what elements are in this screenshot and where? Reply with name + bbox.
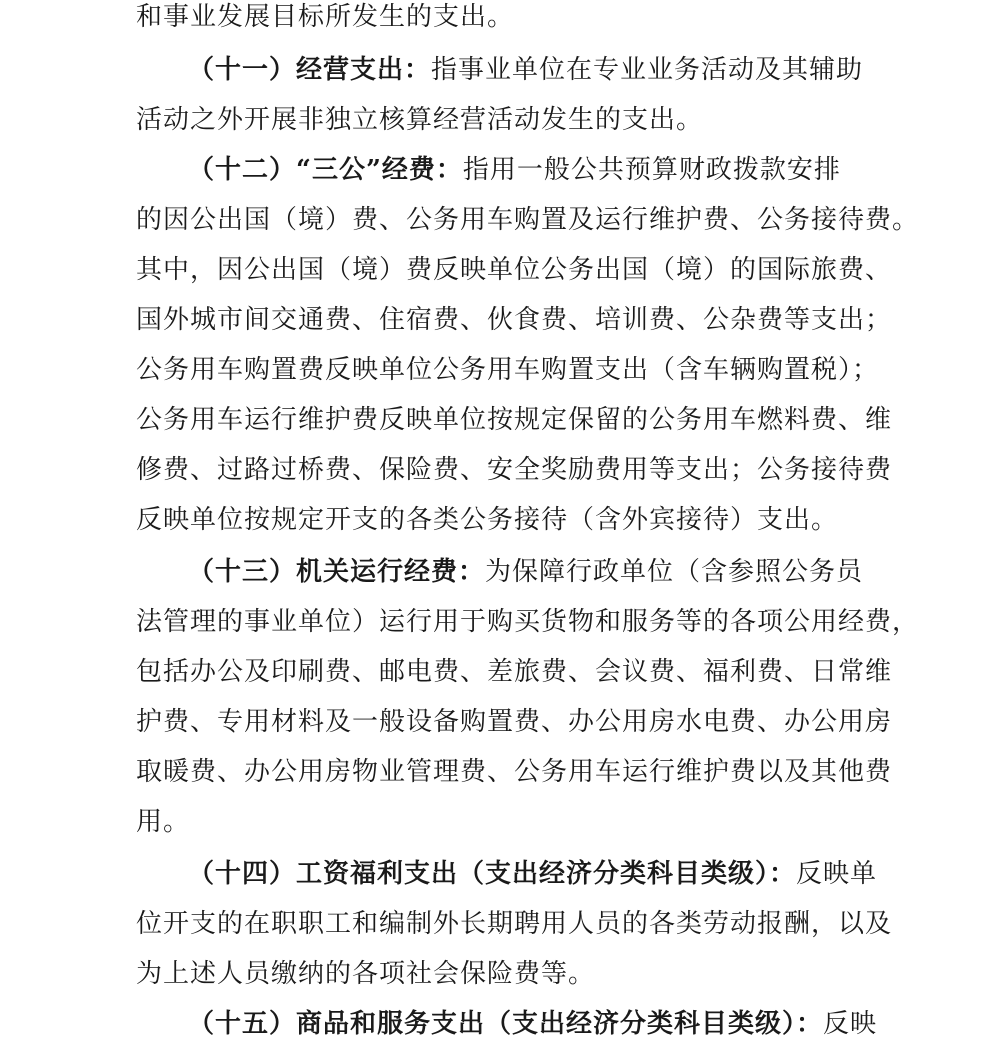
- text-line-6: [136, 253, 892, 287]
- line-text: 国外城市间交通费、住宿费、伙食费、培训费、公杂费等支出；: [136, 305, 893, 335]
- text-line-17: [136, 805, 190, 839]
- line-text: 用。: [136, 807, 191, 837]
- text-line-1: [136, 0, 514, 34]
- line-text: 公务用车运行维护费反映单位按规定保留的公务用车燃料费、维: [136, 405, 893, 435]
- text-line-12: [188, 555, 863, 589]
- text-line-3: [136, 103, 703, 137]
- line-text: 为保障行政单位（含参照公务员: [485, 557, 864, 587]
- text-line-2: [188, 53, 863, 87]
- text-line-10: [136, 453, 892, 487]
- line-text: 取暖费、办公用房物业管理费、公务用车运行维护费以及其他费: [136, 757, 893, 787]
- line-text: 活动之外开展非独立核算经营活动发生的支出。: [136, 105, 704, 135]
- text-line-16: [136, 755, 892, 789]
- section-heading-14: （十四）工资福利支出（支出经济分类科目类级）：: [188, 859, 797, 889]
- line-text: 修费、过路过桥费、保险费、安全奖励费用等支出；公务接待费: [136, 455, 893, 485]
- text-line-15: [136, 705, 892, 739]
- line-text: 包括办公及印刷费、邮电费、差旅费、会议费、福利费、日常维: [136, 657, 893, 687]
- line-text: 位开支的在职职工和编制外长期聘用人员的各类劳动报酬，以及: [136, 909, 893, 939]
- text-line-18: [188, 857, 877, 891]
- text-line-14: [136, 655, 892, 689]
- line-text: 其中，因公出国（境）费反映单位公务出国（境）的国际旅费、: [136, 255, 893, 285]
- section-heading-13: （十三）机关运行经费：: [188, 557, 486, 587]
- text-line-20: [136, 957, 595, 991]
- section-heading-12: （十二）“三公”经费：: [188, 155, 463, 185]
- line-text: 指事业单位在专业业务活动及其辅助: [431, 55, 864, 85]
- text-line-11: [136, 503, 838, 537]
- line-text: 和事业发展目标所发生的支出。: [136, 2, 515, 32]
- text-line-5: [136, 203, 919, 237]
- text-line-21: [188, 1007, 877, 1041]
- text-line-9: [136, 403, 892, 437]
- line-text: 法管理的事业单位）运行用于购买货物和服务等的各项公用经费，: [136, 607, 920, 637]
- line-text: 护费、专用材料及一般设备购置费、办公用房水电费、办公用房: [136, 707, 893, 737]
- line-text: 指用一般公共预算财政拨款安排: [462, 155, 841, 185]
- text-line-4: [188, 153, 841, 187]
- section-heading-11: （十一）经营支出：: [188, 55, 432, 85]
- text-line-13: [136, 605, 919, 639]
- line-text: 反映单位按规定开支的各类公务接待（含外宾接待）支出。: [136, 505, 839, 535]
- line-text: 反映: [823, 1009, 878, 1039]
- text-line-7: [136, 303, 892, 337]
- line-text: 的因公出国（境）费、公务用车购置及运行维护费、公务接待费。: [136, 205, 920, 235]
- line-text: 为上述人员缴纳的各项社会保险费等。: [136, 959, 596, 989]
- text-line-19: [136, 907, 892, 941]
- text-line-8: [136, 353, 879, 387]
- line-text: 公务用车购置费反映单位公务用车购置支出（含车辆购置税）；: [136, 355, 880, 385]
- section-heading-15: （十五）商品和服务支出（支出经济分类科目类级）：: [188, 1009, 824, 1039]
- line-text: 反映单: [796, 859, 878, 889]
